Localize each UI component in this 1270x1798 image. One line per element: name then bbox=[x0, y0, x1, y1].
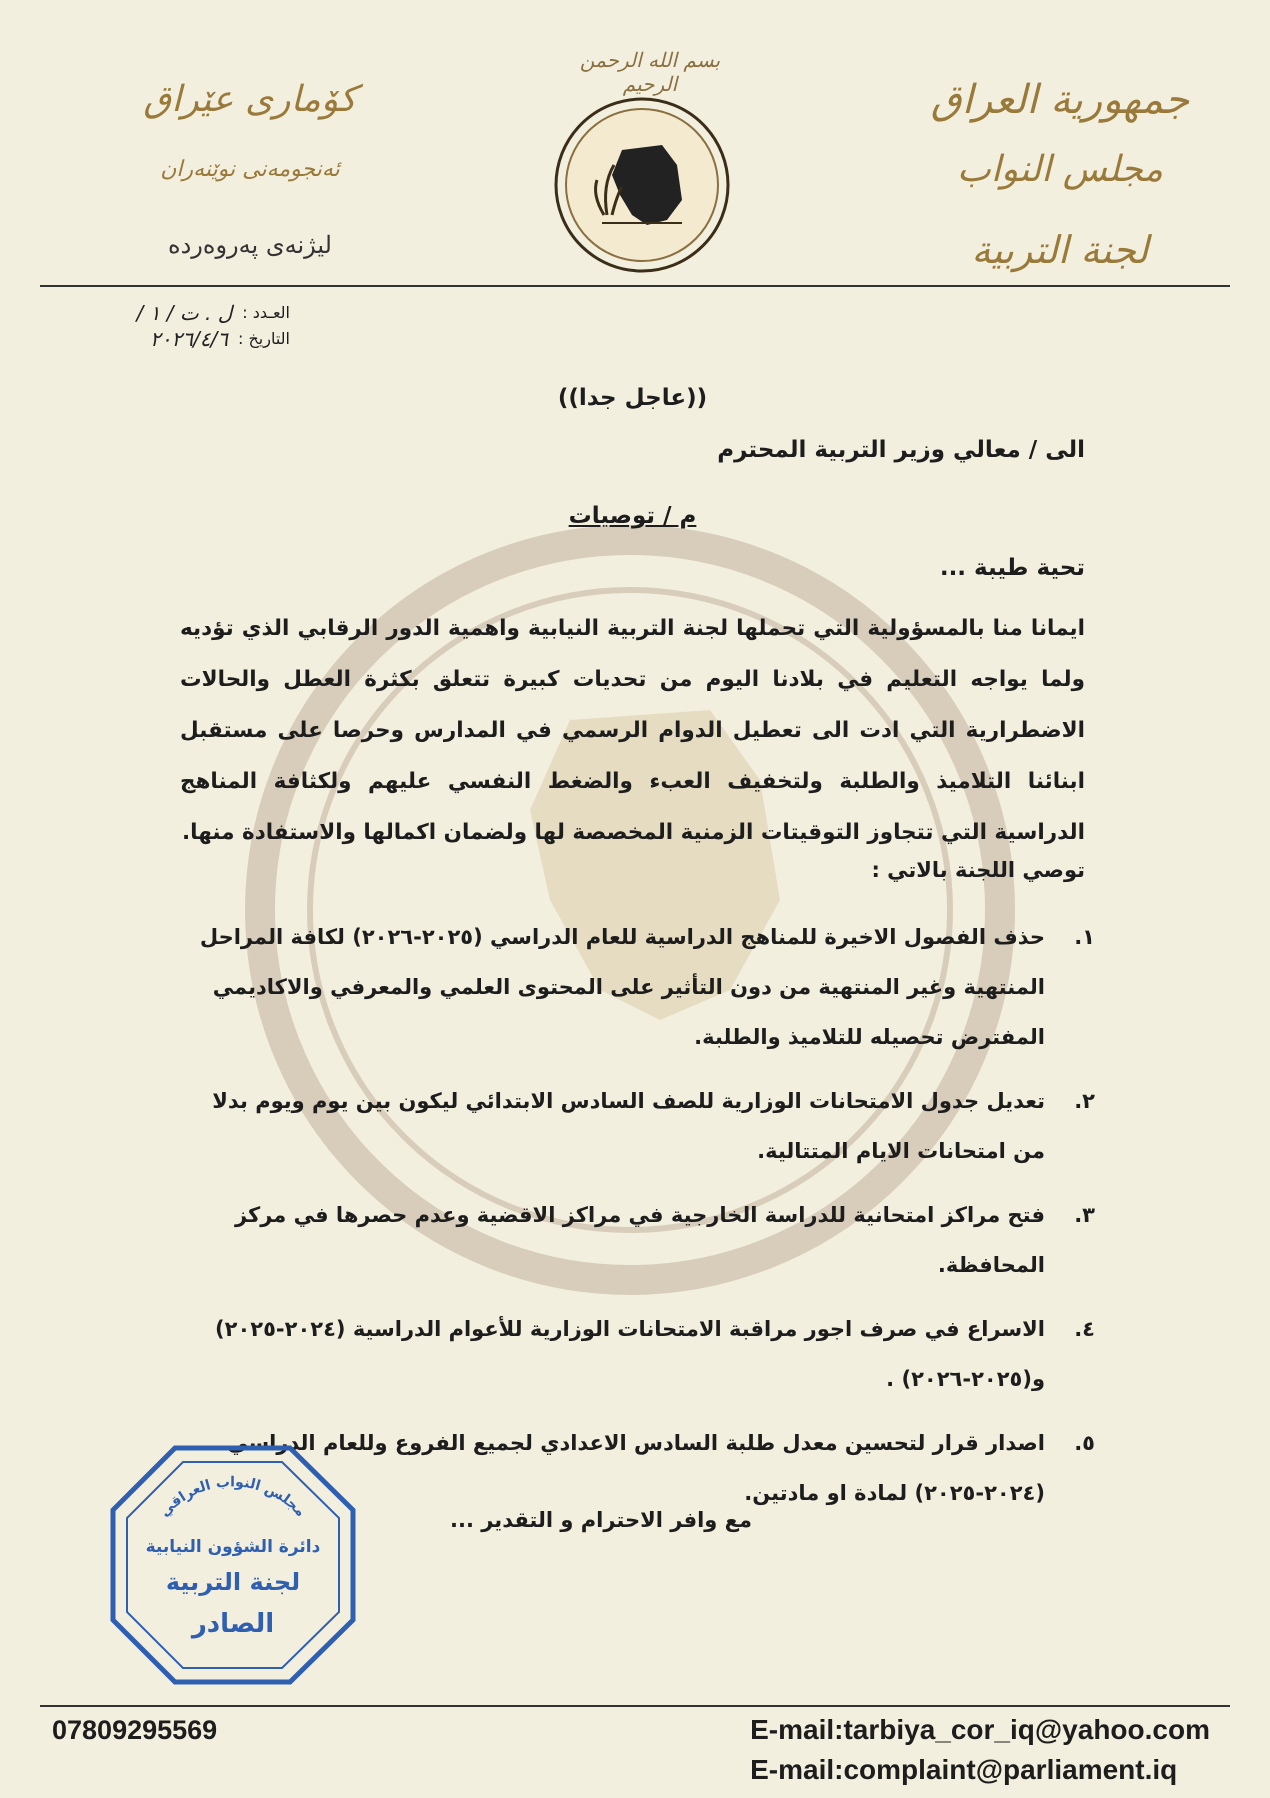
item-number: ٣. bbox=[1074, 1203, 1095, 1227]
item-number: ٤. bbox=[1074, 1317, 1095, 1341]
item-number: ٢. bbox=[1074, 1089, 1095, 1113]
date-value: ٢٠٢٦/٤/٦ bbox=[150, 327, 228, 351]
stamp-line3: الصادر bbox=[191, 1609, 275, 1639]
recipient: الى / معالي وزير التربية المحترم bbox=[717, 437, 1085, 463]
email-complaint: E-mail:complaint@parliament.iq bbox=[750, 1754, 1178, 1785]
list-item bbox=[180, 912, 1095, 1062]
date-label: التاريخ : bbox=[237, 329, 290, 348]
recommend-intro: توصي اللجنة بالاتي : bbox=[871, 858, 1085, 882]
email-block bbox=[750, 1710, 1210, 1790]
number-label: العـدد : bbox=[242, 303, 290, 322]
list-item bbox=[180, 1076, 1095, 1176]
committee-stamp bbox=[105, 1440, 360, 1690]
item-number: ١. bbox=[1074, 925, 1095, 949]
item-text: الاسراع في صرف اجور مراقبة الامتحانات الوزارية للأعوام الدراسية (٢٠٢٤-٢٠٢٥) و(٢٠٢٥-٢٠٢٦) . bbox=[215, 1317, 1045, 1391]
item-text: تعديل جدول الامتحانات الوزارية للصف السادس الابتدائي ليكون بين يوم ويوم بدلا من امتحانات الايام المتتالية. bbox=[212, 1089, 1045, 1163]
intro-paragraph: ايمانا منا بالمسؤولية التي تحملها لجنة التربية النيابية واهمية الدور الرقابي الذي تؤديه ولما يواجه التعليم في بلادنا اليوم من تحديات كبيرة تتعلق بكثرة العطل والحالات الاضطرارية التي ادت الى تعطيل الدوام الرسمي في المدارس وحرصا على مستقبل ابنائنا التلاميذ والطلبة ولتخفيف العبء والضغط النفسي عليهم ولكثافة المناهج الدراسية التي تتجاوز التوقيتات الزمنية المخصصة لها ولضمان اكمالها والاستفادة منها. bbox=[180, 616, 1085, 845]
council-name-kurdish: ئەنجومەنی نوێنەران bbox=[160, 157, 340, 182]
council-name: مجلس النواب bbox=[956, 149, 1164, 190]
header-arabic bbox=[910, 70, 1210, 290]
header-kurdish bbox=[100, 70, 400, 280]
number-value: ل . ت / ١ / bbox=[136, 301, 233, 325]
phone-number: 07809295569 bbox=[52, 1715, 218, 1745]
subject-text: م / توصيات bbox=[568, 503, 697, 529]
urgent-label: ((عاجل جدا)) bbox=[557, 385, 708, 411]
list-item bbox=[180, 1190, 1095, 1290]
stamp-line1: دائرة الشؤون النيابية bbox=[145, 1537, 321, 1557]
basmala: بسم الله الرحمن الرحيم bbox=[579, 48, 721, 96]
stamp-line2: لجنة التربية bbox=[165, 1568, 301, 1596]
closing: مع وافر الاحترام و التقدير ... bbox=[450, 1508, 752, 1532]
footer-divider bbox=[40, 1705, 1230, 1707]
list-item bbox=[180, 1304, 1095, 1404]
item-text: فتح مراكز امتحانية للدراسة الخارجية في مراكز الاقضية وعدم حصرها في مركز المحافظة. bbox=[234, 1203, 1045, 1277]
recommendations-list bbox=[180, 912, 1095, 1532]
item-number: ٥. bbox=[1074, 1431, 1095, 1455]
committee-name: لجنة التربية bbox=[971, 228, 1149, 272]
header-divider bbox=[40, 285, 1230, 287]
republic-name: جمهورية العراق bbox=[930, 77, 1190, 123]
item-text: اصدار قرار لتحسين معدل طلبة السادس الاعدادي لجميع الفروع وللعام الدراسي (٢٠٢٤-٢٠٢٥) لمادة او مادتين. bbox=[227, 1431, 1045, 1505]
parliament-seal-logo bbox=[552, 95, 732, 275]
republic-name-kurdish: كۆماری عێراق bbox=[143, 79, 357, 120]
stamp-ring-text: مجلس النواب العراقي bbox=[156, 1474, 309, 1521]
item-text: حذف الفصول الاخيرة للمناهج الدراسية للعام الدراسي (٢٠٢٥-٢٠٢٦) لكافة المراحل المنتهية وغير المنتهية من دون التأثير على المحتوى العلمي والمعرفي والاكاديمي المفترض تحصيله للتلاميذ والطلبة. bbox=[199, 925, 1045, 1049]
greeting: تحية طيبة ... bbox=[939, 555, 1085, 581]
email-tarbiya: E-mail:tarbiya_cor_iq@yahoo.com bbox=[750, 1714, 1210, 1745]
committee-name-kurdish: لیژنەی پەروەردە bbox=[168, 231, 332, 259]
reference-block bbox=[70, 300, 290, 352]
subject bbox=[180, 503, 1085, 529]
